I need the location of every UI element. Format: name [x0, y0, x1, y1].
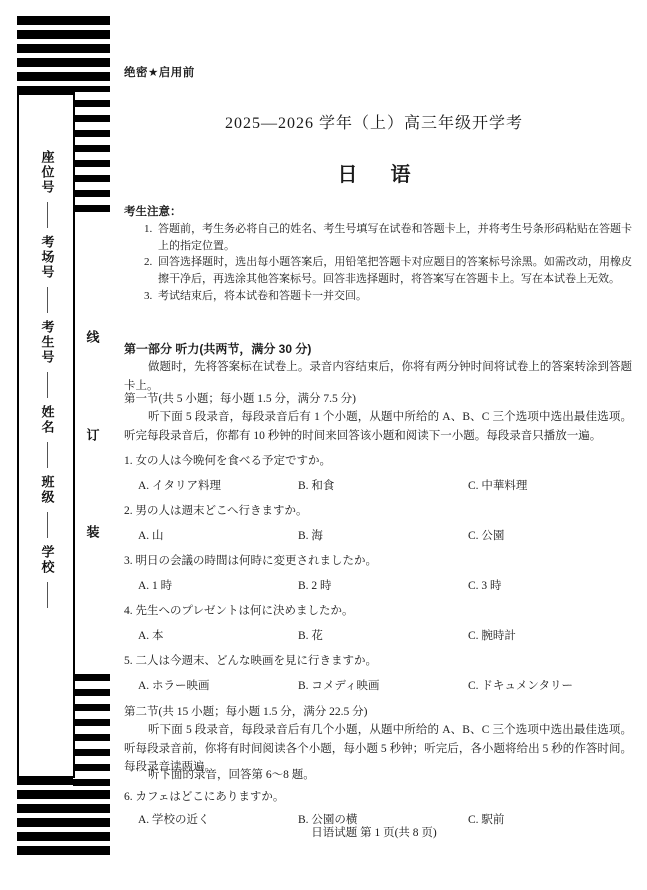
question-1-options	[124, 478, 624, 495]
barcode-bar	[73, 704, 110, 711]
info-label-2: 考生号	[39, 320, 55, 365]
barcode-gap	[73, 666, 110, 674]
note-item	[144, 254, 632, 287]
binding-label-0: 线	[84, 330, 100, 345]
option-a[interactable]: A. 山	[138, 530, 164, 542]
option-c[interactable]: C. ドキュメンタリー	[468, 680, 573, 692]
info-label-3: 姓名	[39, 405, 55, 435]
option-b[interactable]: B. 和食	[298, 480, 335, 492]
option-b[interactable]: B. 2 時	[298, 580, 332, 592]
info-label-4: 班级	[39, 475, 55, 505]
barcode-gap	[73, 182, 110, 190]
note-item	[144, 288, 632, 305]
barcode-bar	[73, 749, 110, 756]
barcode-bar	[73, 205, 110, 212]
option-c[interactable]: C. 駅前	[468, 814, 505, 826]
barcode-gap	[73, 756, 110, 764]
option-c[interactable]: C. 3 時	[468, 580, 502, 592]
part1-general-instruction: 做题时，先将答案标在试卷上。录音内容结束后，你将有两分钟时间将试卷上的答案转涂到答题卡上。	[124, 361, 632, 392]
barcode-bar	[73, 764, 110, 771]
barcode-gap	[73, 137, 110, 145]
subject-title: 日 语	[337, 164, 425, 186]
barcode-gap	[73, 726, 110, 734]
seal-frame-line-right	[73, 92, 75, 778]
barcode-bar	[73, 719, 110, 726]
info-label-5: 学校	[39, 545, 55, 575]
barcode-bar	[73, 160, 110, 167]
section2-instruction: 听下面 5 段录音，每段录音后有几个小题，从题中所给的 A、B、C 三个选项中选出最佳选项。听每段录音前，你将有时间阅读各个小题，每小题 5 秒钟；听完后，各小题将给出 5 秒的作答时间。每段录音读两遍。	[124, 724, 632, 774]
question-1-text: 1. 女の人は今晩何を食べる予定ですか。	[124, 455, 331, 467]
question-3-text: 3. 明日の会議の時間は何時に変更されましたか。	[124, 555, 377, 567]
question-4-text: 4. 先生へのプレゼントは何に決めましたか。	[124, 605, 354, 617]
seal-frame-line-left	[17, 92, 19, 778]
note-item	[144, 221, 632, 254]
candidate-notes	[124, 203, 632, 305]
page-title: 2025—2026 学年（上）高三年级开学考	[224, 115, 523, 132]
barcode-bar	[73, 100, 110, 107]
field-dash	[47, 287, 48, 313]
option-a[interactable]: A. 学校の近く	[138, 814, 210, 826]
option-b[interactable]: B. 公園の横	[298, 814, 358, 826]
barcode-bar	[73, 689, 110, 696]
option-c[interactable]: C. 腕時計	[468, 630, 516, 642]
notes-heading: 考生注意：	[124, 206, 182, 218]
part1-heading: 第一部分 听力(共两节，满分 30 分)	[124, 342, 312, 356]
binding-line-column	[82, 330, 102, 540]
barcode-bar	[73, 190, 110, 197]
barcode-gap	[73, 107, 110, 115]
question-5-options	[124, 678, 624, 695]
option-a[interactable]: A. ホラー映画	[138, 680, 210, 692]
binding-label-2: 装	[84, 525, 100, 540]
note-number: 3.	[144, 289, 153, 302]
barcode-bar	[73, 674, 110, 681]
barcode-gap	[73, 92, 110, 100]
question-2-options	[124, 528, 624, 545]
barcode-gap	[73, 696, 110, 704]
question-4-options	[124, 628, 624, 645]
option-b[interactable]: B. コメディ映画	[298, 680, 380, 692]
field-dash	[47, 442, 48, 468]
barcode-gap	[73, 681, 110, 689]
section1-heading: 第一节(共 5 小题；每小题 1.5 分，满分 7.5 分)	[124, 393, 356, 405]
section1-instruction: 听下面 5 段录音，每段录音后有 1 个小题，从题中所给的 A、B、C 三个选项中选出最佳选项。听完每段录音后，你都有 10 秒钟的时间来回答该小题和阅读下一小题。每段录音只播放一遍。	[124, 411, 632, 442]
page-footer: 日语试题 第 1 页(共 8 页)	[311, 827, 437, 839]
barcode-gap	[73, 152, 110, 160]
option-b[interactable]: B. 花	[298, 630, 323, 642]
barcode-gap	[73, 167, 110, 175]
option-c[interactable]: C. 公園	[468, 530, 505, 542]
section2-heading: 第二节(共 15 小题；每小题 1.5 分，满分 22.5 分)	[124, 706, 368, 718]
paper-content	[124, 0, 634, 890]
note-number: 2.	[144, 256, 153, 269]
barcode-bar	[73, 145, 110, 152]
note-text: 考试结束后，将本试卷和答题卡一并交回。	[158, 289, 367, 302]
option-c[interactable]: C. 中華料理	[468, 480, 528, 492]
note-number: 1.	[144, 223, 153, 235]
info-label-1: 考场号	[39, 235, 55, 280]
barcode-bar	[73, 175, 110, 182]
option-a[interactable]: A. 本	[138, 630, 164, 642]
option-a[interactable]: A. イタリア料理	[138, 480, 222, 492]
option-b[interactable]: B. 海	[298, 530, 323, 542]
barcode-gap	[73, 122, 110, 130]
barcode-gap	[73, 771, 110, 779]
question-6-text: 6. カフェはどこにありますか。	[124, 791, 285, 803]
barcode-gap	[73, 197, 110, 205]
student-info-column	[36, 150, 58, 720]
secret-notice: 绝密★启用前	[124, 67, 195, 79]
question-2-text: 2. 男の人は週末どこへ行きますか。	[124, 505, 308, 517]
note-text: 回答选择题时，选出每小题答案后，用铅笔把答题卡对应题目的答案标号涂黑。如需改动，用橡皮擦干净后，再选涂其他答案标号。回答非选择题时，将答案写在答题卡上。写在本试卷上无效。	[158, 256, 632, 286]
option-a[interactable]: A. 1 時	[138, 580, 173, 592]
barcode-bar	[73, 130, 110, 137]
barcode-bar	[73, 779, 110, 786]
question-5-text: 5. 二人は今週末、どんな映画を見に行きますか。	[124, 655, 377, 667]
barcode-vert-upper	[73, 92, 110, 212]
info-label-0: 座位号	[39, 150, 55, 195]
field-dash	[47, 202, 48, 228]
section2-sub-instruction: 听下面的录音，回答第 6～8 题。	[148, 769, 315, 781]
barcode-gap	[73, 711, 110, 719]
barcode-bar	[73, 734, 110, 741]
question-3-options	[124, 578, 624, 595]
field-dash	[47, 512, 48, 538]
barcode-bar	[73, 115, 110, 122]
barcode-vert-lower	[73, 666, 110, 786]
binding-label-1: 订	[84, 427, 100, 443]
seal-margin	[0, 0, 110, 890]
field-dash	[47, 582, 48, 608]
field-dash	[47, 372, 48, 398]
note-text: 答题前，考生务必将自己的姓名、考生号填写在试卷和答题卡上，并将考生号条形码粘贴在答题卡上的指定位置。	[158, 223, 632, 252]
barcode-gap	[73, 741, 110, 749]
